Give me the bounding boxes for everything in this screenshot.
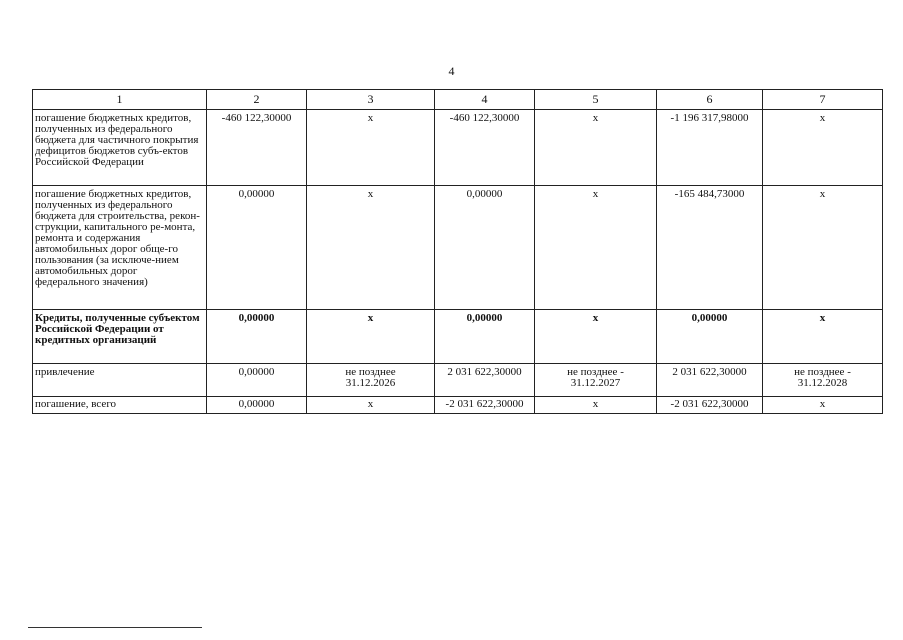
cell-col-2: 0,00000	[207, 186, 307, 310]
row-label: Кредиты, полученные субъектом Российской Федерации от кредитных организаций	[33, 310, 207, 364]
column-number-7: 7	[763, 90, 883, 110]
cell-col-5: х	[535, 310, 657, 364]
column-number-header-row	[33, 90, 883, 110]
cell-col-6: 0,00000	[657, 310, 763, 364]
cell-col-6: -165 484,73000	[657, 186, 763, 310]
cell-col-6: 2 031 622,30000	[657, 364, 763, 397]
row-label: погашение, всего	[33, 397, 207, 414]
cell-col-3: х	[307, 310, 435, 364]
cell-col-3: х	[307, 186, 435, 310]
cell-col-5: х	[535, 110, 657, 186]
cell-col-7: не позднее - 31.12.2028	[763, 364, 883, 397]
column-number-1: 1	[33, 90, 207, 110]
cell-col-4: 0,00000	[435, 186, 535, 310]
cell-col-3: х	[307, 397, 435, 414]
column-number-2: 2	[207, 90, 307, 110]
cell-col-6: -2 031 622,30000	[657, 397, 763, 414]
row-label: погашение бюджетных кредитов, полученных из федерального бюджета для частичного покрытия дефицитов бюджетов субъ-ектов Российской Федерации	[33, 110, 207, 186]
cell-col-7: х	[763, 397, 883, 414]
row-label: привлечение	[33, 364, 207, 397]
row-label: погашение бюджетных кредитов, полученных из федерального бюджета для строительства, рекон-струкции, капитального ре-монта, ремонта и содержания автомобильных дорог обще-го пользования (за исключе-нием автомобильных дорог федерального значения)	[33, 186, 207, 310]
table-row-borrowing	[33, 364, 883, 397]
table-row-federal-deficit-credit-repayment	[33, 110, 883, 186]
cell-col-2: 0,00000	[207, 397, 307, 414]
cell-col-4: 0,00000	[435, 310, 535, 364]
cell-col-3: не позднее 31.12.2026	[307, 364, 435, 397]
cell-col-7: х	[763, 110, 883, 186]
cell-col-5: не позднее - 31.12.2027	[535, 364, 657, 397]
column-number-5: 5	[535, 90, 657, 110]
cell-col-5: х	[535, 397, 657, 414]
cell-col-4: -2 031 622,30000	[435, 397, 535, 414]
footnote-separator-line	[28, 627, 202, 628]
cell-col-2: 0,00000	[207, 310, 307, 364]
column-number-6: 6	[657, 90, 763, 110]
cell-col-4: 2 031 622,30000	[435, 364, 535, 397]
cell-col-4: -460 122,30000	[435, 110, 535, 186]
column-number-3: 3	[307, 90, 435, 110]
cell-col-7: х	[763, 310, 883, 364]
page-number: 4	[448, 64, 455, 78]
cell-col-7: х	[763, 186, 883, 310]
column-number-4: 4	[435, 90, 535, 110]
table-row-federal-road-credit-repayment	[33, 186, 883, 310]
cell-col-3: х	[307, 110, 435, 186]
table-row-repayment-total	[33, 397, 883, 414]
cell-col-6: -1 196 317,98000	[657, 110, 763, 186]
cell-col-5: х	[535, 186, 657, 310]
cell-col-2: -460 122,30000	[207, 110, 307, 186]
budget-sources-table	[32, 89, 883, 414]
table-row-credit-organization-loans	[33, 310, 883, 364]
cell-col-2: 0,00000	[207, 364, 307, 397]
